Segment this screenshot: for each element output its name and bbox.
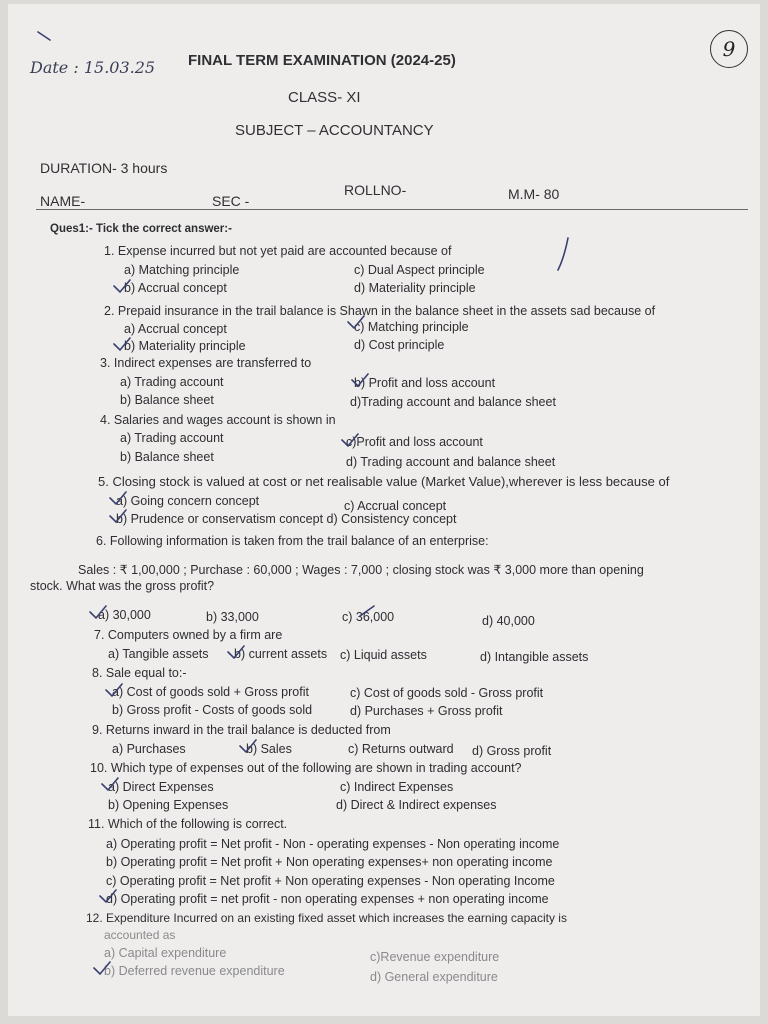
stray-pen-stroke [558, 238, 568, 270]
tick-mark-q6-a [90, 606, 106, 618]
q6-option-b: b) 33,000 [206, 610, 259, 624]
tick-mark-q2-b [114, 338, 130, 350]
q10-option-a: a) Direct Expenses [108, 780, 214, 794]
question-8: 8. Sale equal to:- [92, 666, 187, 680]
tick-mark-q12 [94, 962, 110, 974]
q9-option-b: b) Sales [246, 742, 292, 756]
exam-paper [8, 4, 760, 1016]
question-9: 9. Returns inward in the trail balance is deducted from [92, 723, 391, 737]
q11-option-c: c) Operating profit = Net profit + Non operating expenses - Non operating Income [106, 874, 555, 888]
q2-option-d: d) Cost principle [354, 338, 445, 352]
q12-option-b: b) Deferred revenue expenditure [104, 964, 285, 978]
tick-mark-q8 [106, 684, 122, 696]
q7-option-c: c) Liquid assets [340, 648, 427, 662]
question-4: 4. Salaries and wages account is shown in [100, 413, 336, 427]
tick-mark-q2-a [348, 316, 364, 328]
q8-option-b: b) Gross profit - Costs of goods sold [112, 703, 313, 717]
q7-option-b: b) current assets [234, 647, 328, 661]
q11-option-d: d) Operating profit = net profit - non operating expenses + non operating income [106, 892, 549, 906]
tick-mark-q6-c [360, 606, 374, 616]
section-label: SEC - [212, 193, 250, 209]
q12-option-a: a) Capital expenditure [104, 946, 227, 960]
q6-info: Sales : ₹ 1,00,000 ; Purchase : 60,000 ; Wages : 7,000 ; closing stock was ₹ 3,000 more than opening [78, 563, 644, 577]
q4-option-d: d) Trading account and balance sheet [346, 455, 556, 469]
q3-option-b: b) Balance sheet [120, 393, 214, 407]
pen-marks [8, 4, 760, 1016]
q1-option-d: d) Materiality principle [354, 281, 476, 295]
tick-mark-q5-b [110, 510, 126, 522]
q2-option-a: a) Accrual concept [124, 322, 227, 336]
q1-option-c: c) Dual Aspect principle [354, 263, 485, 277]
q1-option-b: b) Accrual concept [124, 281, 227, 295]
corner-pen-stroke [38, 32, 50, 40]
tick-mark-q1 [114, 280, 130, 292]
q6-option-d: d) 40,000 [482, 614, 535, 628]
q8-option-a: a) Cost of goods sold + Gross profit [112, 685, 309, 699]
q6-option-c: c) 36,000 [342, 610, 395, 624]
class-title: CLASS- XI [288, 89, 361, 106]
question-2: 2. Prepaid insurance in the trail balance is Shawn in the balance sheet in the assets sad because of [104, 304, 656, 318]
q11-option-b: b) Operating profit = Net profit + Non operating expenses+ non operating income [106, 855, 553, 869]
q4-option-a: a) Trading account [120, 431, 224, 445]
tick-mark-q10 [102, 778, 118, 790]
q7-option-d: d) Intangible assets [480, 650, 589, 664]
q8-option-c: c) Cost of goods sold - Gross profit [350, 686, 544, 700]
q3-option-b-ticked: b) Profit and loss account [354, 376, 496, 390]
tick-mark-q11 [100, 890, 116, 902]
q2-option-b: b) Materiality principle [124, 339, 246, 353]
date-handwritten: Date : 15.03.25 [30, 58, 156, 77]
max-marks: M.M- 80 [508, 186, 560, 202]
tick-mark-q5-a [110, 492, 126, 504]
q6-question: stock. What was the gross profit? [30, 579, 215, 593]
rollno-label: ROLLNO- [344, 182, 407, 198]
question-11: 11. Which of the following is correct. [88, 817, 288, 831]
q11-option-a: a) Operating profit = Net profit - Non - operating expenses - Non operating income [106, 837, 560, 851]
q5-option-b: b) Prudence or conservatism concept d) Consistency concept [116, 512, 457, 526]
tick-mark-q9 [240, 740, 256, 752]
tick-mark-q4 [342, 434, 358, 446]
exam-title: FINAL TERM EXAMINATION (2024-25) [188, 52, 456, 69]
q2-option-c: c) Matching principle [354, 320, 469, 334]
q4-option-c: c)Profit and loss account [346, 435, 483, 449]
q12-continued: accounted as [104, 928, 176, 942]
q10-option-b: b) Opening Expenses [108, 798, 229, 812]
question-5: 5. Closing stock is valued at cost or net realisable value (Market Value),wherever is less because of [98, 474, 670, 489]
q4-option-b: b) Balance sheet [120, 450, 214, 464]
q5-option-c: c) Accrual concept [344, 499, 447, 513]
q8-option-d: d) Purchases + Gross profit [350, 704, 503, 718]
q9-option-a: a) Purchases [112, 742, 186, 756]
question-10: 10. Which type of expenses out of the following are shown in trading account? [90, 761, 522, 775]
question-12: 12. Expenditure Incurred on an existing fixed asset which increases the earning capacity is [86, 911, 567, 925]
name-label: NAME- [40, 193, 86, 209]
q12-option-d: d) General expenditure [370, 970, 498, 984]
q9-option-d: d) Gross profit [472, 744, 552, 758]
q3-option-d: d)Trading account and balance sheet [350, 395, 556, 409]
q3-option-a: a) Trading account [120, 375, 224, 389]
question-7: 7. Computers owned by a firm are [94, 628, 283, 642]
question-3: 3. Indirect expenses are transferred to [100, 356, 312, 370]
q12-option-c: c)Revenue expenditure [370, 950, 500, 964]
question-6: 6. Following information is taken from the trail balance of an enterprise: [96, 534, 489, 548]
q6-option-a: a) 30,000 [98, 608, 151, 622]
tick-mark-q3 [352, 374, 368, 386]
subject-title: SUBJECT – ACCOUNTANCY [235, 122, 434, 139]
q7-option-a: a) Tangible assets [108, 647, 209, 661]
duration: DURATION- 3 hours [40, 160, 168, 176]
q9-option-c: c) Returns outward [348, 742, 454, 756]
tick-mark-q7 [228, 646, 244, 658]
page-number: 9 [722, 37, 736, 61]
q10-option-c: c) Indirect Expenses [340, 780, 454, 794]
q10-option-d: d) Direct & Indirect expenses [336, 798, 497, 812]
q5-option-a: a) Going concern concept [116, 494, 260, 508]
question-1: 1. Expense incurred but not yet paid are accounted because of [104, 244, 452, 258]
section-title: Ques1:- Tick the correct answer:- [50, 223, 232, 235]
q1-option-a: a) Matching principle [124, 263, 240, 277]
